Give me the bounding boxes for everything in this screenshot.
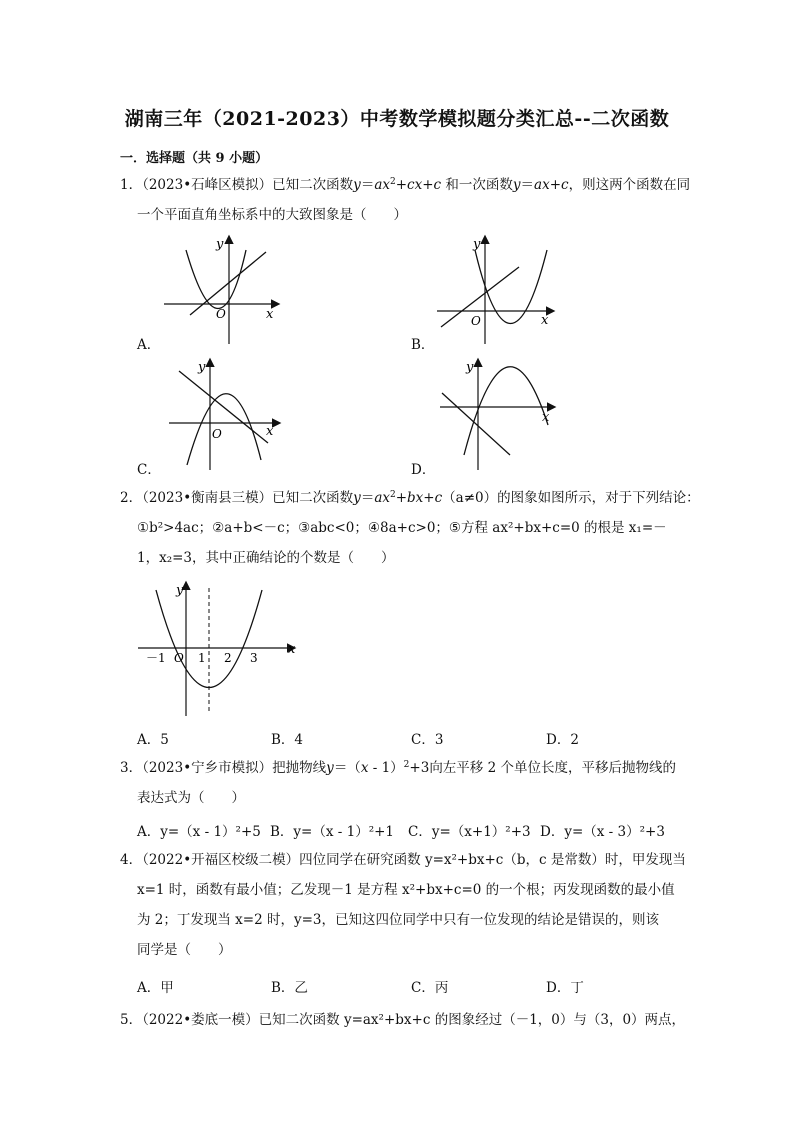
q1b-y-label: y <box>473 237 481 252</box>
q1-figure-c <box>165 355 290 473</box>
q4-line3: 为 2；丁发现当 x=2 时，y=3，已知这四位同学中只有一位发现的结论是错误的，则该 <box>137 912 660 928</box>
q2-y-label: y <box>176 583 184 598</box>
q1-option-b[interactable]: B． <box>411 337 435 353</box>
q1b-origin-label: O <box>471 314 481 328</box>
q1-line1: 1．（2023•石峰区模拟）已知二次函数$y=ax^2+cx+c$ 和一次函数y＝ax+c，则这两个函数在同 <box>120 177 691 193</box>
q4-option-b[interactable]: B．乙 <box>271 980 308 996</box>
q1c-y-label: y <box>198 360 206 375</box>
q1b-x-label: x <box>541 313 549 328</box>
q4-line1: 4．（2022•开福区校级二模）四位同学在研究函数 y=x²+bx+c（b，c 是常数）时，甲发现当 <box>120 852 686 868</box>
q3-option-c[interactable]: C．y=（x+1）²+3 <box>408 824 531 840</box>
q2-option-b[interactable]: B．4 <box>271 732 304 748</box>
q2-origin-label: O <box>174 651 184 665</box>
q2-option-c[interactable]: C．3 <box>411 732 444 748</box>
q1a-x-label: x <box>266 307 274 322</box>
q1-option-c[interactable]: C． <box>137 462 161 478</box>
q1-figure-d <box>436 355 561 473</box>
section-heading: 一．选择题（共 9 小题） <box>120 151 269 166</box>
q2-option-d[interactable]: D．2 <box>546 732 579 748</box>
q1a-y-label: y <box>216 237 224 252</box>
q1a-origin-label: O <box>216 307 226 321</box>
q3-option-b[interactable]: B．y=（x - 1）²+1 <box>270 824 395 840</box>
q5-line1: 5．（2022•娄底一模）已知二次函数 y=ax²+bx+c 的图象经过（－1，0）与（3，0）两点， <box>120 1012 686 1028</box>
q4-option-c[interactable]: C．丙 <box>411 980 449 996</box>
q1-figure-a <box>160 232 285 347</box>
q2-figure <box>136 578 306 718</box>
q3-option-d[interactable]: D．y=（x - 3）²+3 <box>540 824 665 840</box>
q1-option-d[interactable]: D． <box>411 462 436 478</box>
q2-line3: 1，x₂=3，其中正确结论的个数是（ ） <box>137 550 395 566</box>
q2-line2: ①b²>4ac；②a+b<－c；③abc<0；④8a+c>0；⑤方程 ax²+bx+c=0 的根是 x₁=－ <box>137 520 667 536</box>
q1-option-a[interactable]: A． <box>137 337 161 353</box>
q4-option-a[interactable]: A．甲 <box>137 980 174 996</box>
q4-line4: 同学是（ ） <box>137 942 232 958</box>
q2-tick-2: 2 <box>224 651 232 665</box>
q2-tick-minus1: －1 <box>146 651 166 665</box>
q3-line1: 3．（2023•宁乡市模拟）把抛物线y＝（x - 1）$^2$+3向左平移 2 个单位长度，平移后抛物线的 <box>120 760 676 776</box>
q1c-x-label: x <box>266 424 274 439</box>
q4-line2: x=1 时，函数有最小值；乙发现－1 是方程 x²+bx+c=0 的一个根；丙发现函数的最小值 <box>137 882 675 898</box>
q1d-x-label: x <box>542 410 550 425</box>
page-title: 湖南三年（2021-2023）中考数学模拟题分类汇总--二次函数 <box>124 108 670 130</box>
q2-tick-1: 1 <box>198 651 206 665</box>
q3-option-a[interactable]: A．y=（x - 1）²+5 <box>137 824 261 840</box>
q2-option-a[interactable]: A．5 <box>137 732 169 748</box>
q3-line2: 表达式为（ ） <box>137 790 245 806</box>
q4-option-d[interactable]: D．丁 <box>546 980 584 996</box>
q2-x-label: x <box>288 642 296 657</box>
q2-tick-3: 3 <box>250 651 258 665</box>
q1c-origin-label: O <box>212 427 222 441</box>
q1d-y-label: y <box>466 360 474 375</box>
q1-line2: 一个平面直角坐标系中的大致图象是（ ） <box>137 207 407 223</box>
q2-line1: 2．（2023•衡南县三模）已知二次函数$y=ax^2+bx+c(a\ne 0)$的图象如图所示，对于下列结论： <box>120 490 700 506</box>
q1-figure-b <box>433 232 558 347</box>
